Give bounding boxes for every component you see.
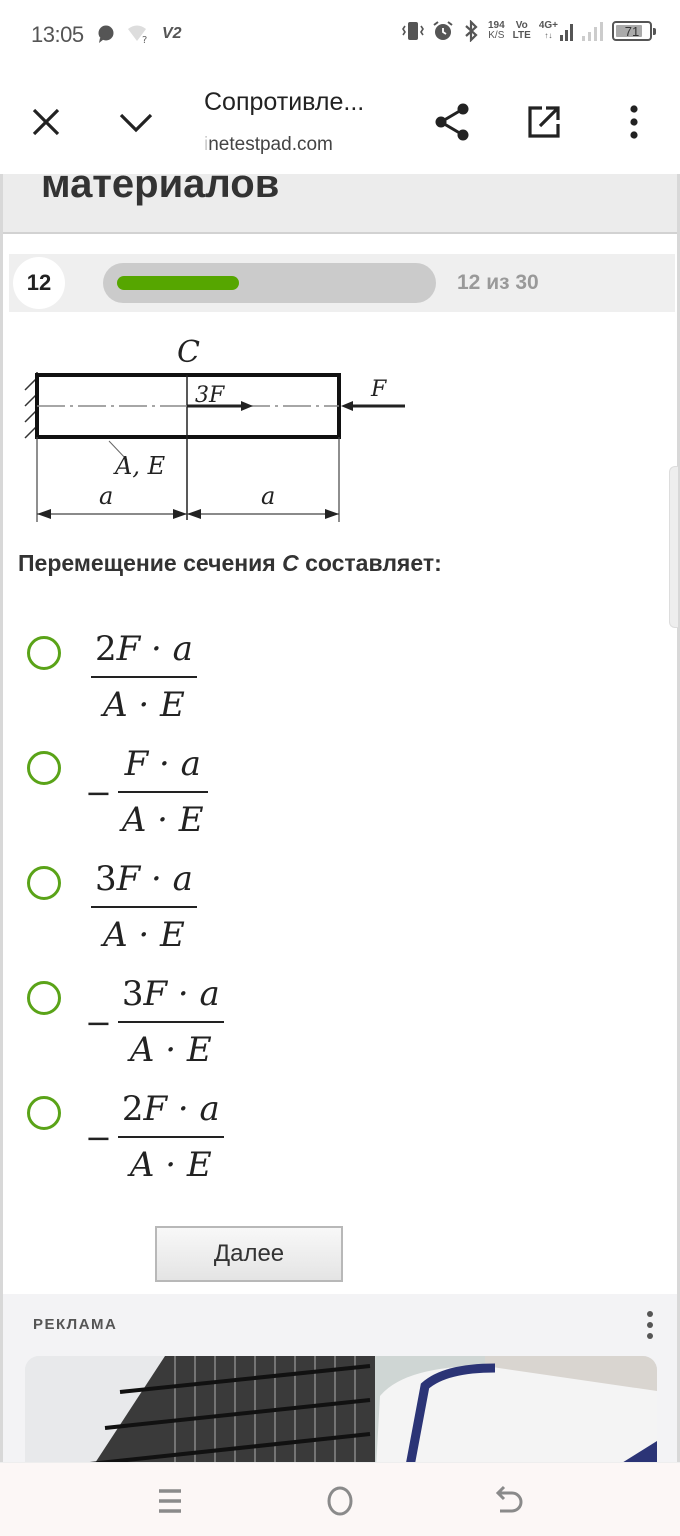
ad-block (3, 1294, 677, 1464)
status-left-icons (96, 24, 182, 44)
force-f-label: F (371, 377, 387, 402)
length-right-label: a (261, 482, 276, 510)
svg-text:?: ? (142, 35, 148, 44)
progress-bar-fill (117, 276, 239, 290)
radio-button[interactable] (27, 1096, 61, 1130)
beam-diagram (17, 326, 417, 526)
volte-indicator: Vo LTE (512, 20, 531, 41)
system-nav-bar (0, 1462, 680, 1536)
back-icon[interactable] (492, 1483, 528, 1519)
open-external-icon[interactable] (522, 100, 566, 144)
status-bar (0, 0, 680, 70)
question-text: Перемещение сечения C составляет: (18, 550, 442, 576)
section-label: C (177, 335, 200, 370)
network-type: 4G+ ↑↓ (539, 21, 574, 41)
signal-strength-sim2-icon (582, 21, 604, 41)
wifi-question-icon (126, 24, 152, 44)
page-title: Сопротивле... (204, 88, 365, 116)
radio-button[interactable] (27, 981, 61, 1015)
ad-label: РЕКЛАМА (33, 1316, 118, 1333)
length-left-label: a (99, 482, 114, 510)
force-3f-label: 3F (195, 383, 225, 408)
test-title: материалов (41, 174, 280, 206)
more-vert-icon[interactable] (645, 1310, 655, 1340)
alarm-icon (432, 20, 454, 42)
battery-icon: 71 (612, 21, 652, 41)
status-time: 13:05 (31, 22, 84, 47)
home-icon[interactable] (322, 1483, 358, 1519)
radio-button[interactable] (27, 866, 61, 900)
scrollbar[interactable] (669, 466, 678, 628)
more-vert-icon[interactable] (618, 100, 650, 144)
answer-formula: − $\frac{3F \cdot a}{A \cdot E}$ (85, 971, 224, 1073)
chat-bubble-icon (96, 24, 116, 44)
next-button[interactable]: Далее (155, 1226, 343, 1282)
test-page (0, 174, 680, 1464)
answer-formula: − $\frac{F \cdot a}{A \cdot E}$ (85, 741, 208, 843)
page-url[interactable]: inetestpad.com (204, 134, 333, 155)
answer-formula: $\frac{3F \cdot a}{A \cdot E}$ (85, 856, 197, 958)
vibrate-icon (402, 20, 424, 42)
radio-button[interactable] (27, 751, 61, 785)
progress-row (9, 254, 675, 312)
progress-bar (103, 263, 436, 303)
test-title-bar (3, 174, 677, 234)
question-number-badge: 12 (13, 257, 65, 309)
radio-button[interactable] (27, 636, 61, 670)
chevron-down-icon[interactable] (116, 102, 156, 142)
answer-formula: $\frac{2F \cdot a}{A \cdot E}$ (85, 626, 197, 728)
bluetooth-icon (462, 20, 480, 42)
progress-text: 12 из 30 (457, 271, 539, 294)
status-right-icons (402, 20, 652, 42)
close-icon[interactable] (26, 102, 66, 142)
share-icon[interactable] (430, 100, 474, 144)
signal-strength-icon (560, 21, 574, 41)
browser-toolbar (0, 70, 680, 174)
recent-apps-icon[interactable] (152, 1483, 188, 1519)
answer-formula: − $\frac{2F \cdot a}{A \cdot E}$ (85, 1086, 224, 1188)
v2-icon: V2 (162, 25, 182, 42)
material-label: A, E (115, 452, 166, 480)
network-speed: 194 K/S (487, 20, 505, 41)
